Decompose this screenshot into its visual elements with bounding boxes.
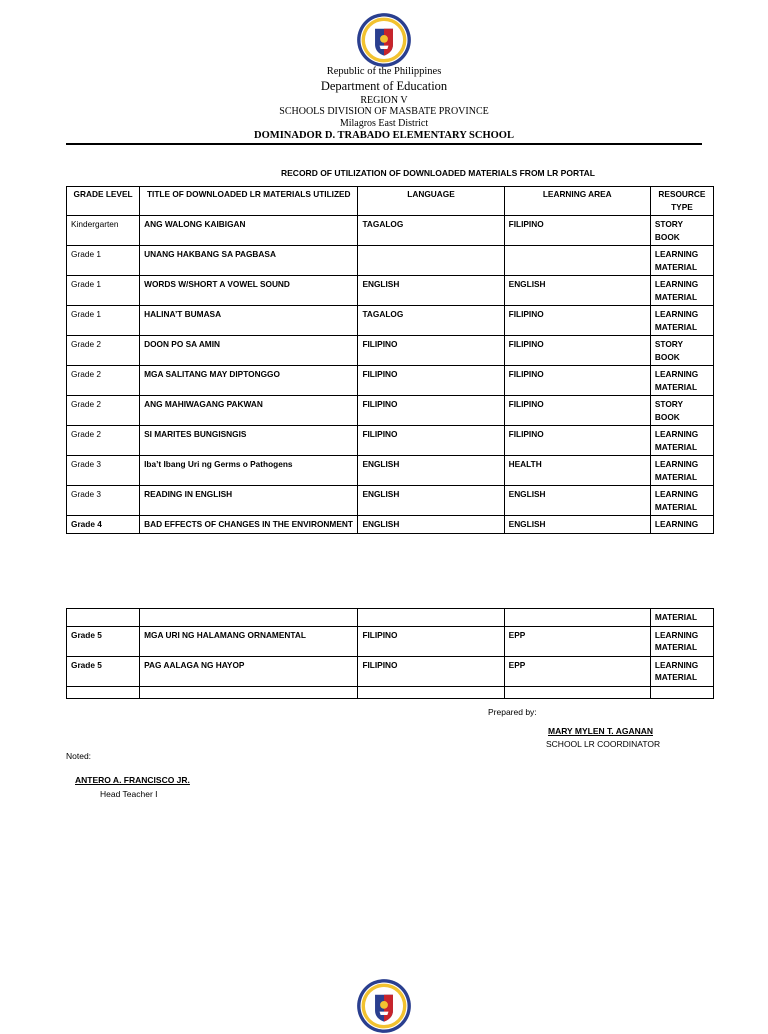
table-row bbox=[67, 516, 714, 534]
cell-language: ENGLISH bbox=[358, 456, 504, 486]
table-row bbox=[67, 216, 714, 246]
cell-language: ENGLISH bbox=[358, 276, 504, 306]
cell-language: FILIPINO bbox=[358, 656, 504, 686]
cell-language bbox=[358, 609, 504, 627]
cell-title: PAG AALAGA NG HAYOP bbox=[140, 656, 358, 686]
table-row bbox=[67, 456, 714, 486]
cell-title: SI MARITES BUNGISNGIS bbox=[140, 426, 358, 456]
cell-title: READING IN ENGLISH bbox=[140, 486, 358, 516]
utilization-table bbox=[66, 186, 714, 534]
cell-learning-area: EPP bbox=[504, 626, 650, 656]
deped-seal-footer-icon bbox=[356, 978, 412, 1034]
table-row bbox=[67, 366, 714, 396]
cell-grade-level: Grade 1 bbox=[67, 246, 140, 276]
table-row bbox=[67, 486, 714, 516]
cell-grade-level: Grade 4 bbox=[67, 516, 140, 534]
prepared-by-label: Prepared by: bbox=[488, 707, 537, 717]
table-row bbox=[67, 336, 714, 366]
header-title: TITLE OF DOWNLOADED LR MATERIALS UTILIZED bbox=[140, 187, 358, 216]
cell-grade-level: Grade 5 bbox=[67, 626, 140, 656]
cell-resource-type: MATERIAL bbox=[650, 609, 713, 627]
table-row bbox=[67, 306, 714, 336]
deped-seal-icon bbox=[356, 12, 412, 68]
cell-learning-area: ENGLISH bbox=[504, 486, 650, 516]
cell-grade-level: Grade 3 bbox=[67, 456, 140, 486]
cell-grade-level: Grade 2 bbox=[67, 396, 140, 426]
cell-resource-type: LEARNING MATERIAL bbox=[650, 656, 713, 686]
cell-learning-area: FILIPINO bbox=[504, 306, 650, 336]
cell-language: FILIPINO bbox=[358, 336, 504, 366]
table-row bbox=[67, 426, 714, 456]
cell-learning-area bbox=[504, 246, 650, 276]
cell-resource-type: LEARNING bbox=[650, 516, 713, 534]
table-row bbox=[67, 609, 714, 627]
cell-learning-area: FILIPINO bbox=[504, 366, 650, 396]
cell-grade-level: Grade 2 bbox=[67, 336, 140, 366]
table-row bbox=[67, 276, 714, 306]
cell-grade-level bbox=[67, 609, 140, 627]
cell-title: BAD EFFECTS OF CHANGES IN THE ENVIRONMENT bbox=[140, 516, 358, 534]
noted-by-name: ANTERO A. FRANCISCO JR. bbox=[75, 775, 190, 785]
cell-language: ENGLISH bbox=[358, 486, 504, 516]
cell-resource-type: STORY BOOK bbox=[650, 336, 713, 366]
header-resource-type: RESOURCE TYPE bbox=[650, 187, 713, 216]
cell-title: MGA SALITANG MAY DIPTONGGO bbox=[140, 366, 358, 396]
header-language: LANGUAGE bbox=[358, 187, 504, 216]
cell-title: Iba’t Ibang Uri ng Germs o Pathogens bbox=[140, 456, 358, 486]
cell-learning-area: FILIPINO bbox=[504, 396, 650, 426]
district-line: Milagros East District bbox=[339, 118, 429, 129]
cell-learning-area: FILIPINO bbox=[504, 216, 650, 246]
record-title: RECORD OF UTILIZATION OF DOWNLOADED MATERIALS FROM LR PORTAL bbox=[281, 168, 595, 178]
noted-by-title: Head Teacher I bbox=[100, 789, 158, 799]
cell-grade-level: Kindergarten bbox=[67, 216, 140, 246]
cell-language: FILIPINO bbox=[358, 626, 504, 656]
cell-language bbox=[358, 246, 504, 276]
region-line: REGION V bbox=[360, 95, 408, 106]
cell-grade-level: Grade 2 bbox=[67, 366, 140, 396]
prepared-by-name: MARY MYLEN T. AGANAN bbox=[548, 726, 653, 736]
cell-language: ENGLISH bbox=[358, 516, 504, 534]
cell-resource-type: LEARNING MATERIAL bbox=[650, 366, 713, 396]
cell-language: TAGALOG bbox=[358, 306, 504, 336]
utilization-table-continued bbox=[66, 608, 714, 699]
school-name: DOMINADOR D. TRABADO ELEMENTARY SCHOOL bbox=[254, 130, 514, 141]
cell-learning-area: FILIPINO bbox=[504, 336, 650, 366]
cell-learning-area: HEALTH bbox=[504, 456, 650, 486]
cell-learning-area: FILIPINO bbox=[504, 426, 650, 456]
country-line: Republic of the Philippines bbox=[326, 66, 442, 77]
cell-resource-type: STORY BOOK bbox=[650, 396, 713, 426]
cell-title bbox=[140, 686, 358, 698]
cell-resource-type: LEARNING MATERIAL bbox=[650, 276, 713, 306]
division-line: SCHOOLS DIVISION OF MASBATE PROVINCE bbox=[279, 106, 489, 117]
cell-resource-type bbox=[650, 686, 713, 698]
cell-title: UNANG HAKBANG SA PAGBASA bbox=[140, 246, 358, 276]
cell-learning-area: EPP bbox=[504, 656, 650, 686]
cell-language: FILIPINO bbox=[358, 396, 504, 426]
cell-language bbox=[358, 686, 504, 698]
noted-label: Noted: bbox=[66, 751, 92, 761]
prepared-by-title: SCHOOL LR COORDINATOR bbox=[546, 739, 661, 749]
cell-learning-area: ENGLISH bbox=[504, 276, 650, 306]
table-row bbox=[67, 246, 714, 276]
cell-title: HALINA’T BUMASA bbox=[140, 306, 358, 336]
cell-learning-area bbox=[504, 609, 650, 627]
table-header-row bbox=[67, 187, 714, 216]
cell-resource-type: LEARNING MATERIAL bbox=[650, 426, 713, 456]
cell-title: DOON PO SA AMIN bbox=[140, 336, 358, 366]
department-line: Department of Education bbox=[320, 79, 448, 93]
cell-language: FILIPINO bbox=[358, 426, 504, 456]
cell-title: WORDS W/SHORT A VOWEL SOUND bbox=[140, 276, 358, 306]
header-divider bbox=[66, 143, 702, 145]
cell-grade-level: Grade 3 bbox=[67, 486, 140, 516]
header-learning-area: LEARNING AREA bbox=[504, 187, 650, 216]
cell-resource-type: LEARNING MATERIAL bbox=[650, 626, 713, 656]
cell-title bbox=[140, 609, 358, 627]
cell-grade-level: Grade 5 bbox=[67, 656, 140, 686]
cell-grade-level bbox=[67, 686, 140, 698]
cell-language: TAGALOG bbox=[358, 216, 504, 246]
cell-title: MGA URI NG HALAMANG ORNAMENTAL bbox=[140, 626, 358, 656]
table-row bbox=[67, 396, 714, 426]
table-row bbox=[67, 656, 714, 686]
table-row bbox=[67, 686, 714, 698]
cell-grade-level: Grade 1 bbox=[67, 276, 140, 306]
cell-title: ANG WALONG KAIBIGAN bbox=[140, 216, 358, 246]
cell-resource-type: STORY BOOK bbox=[650, 216, 713, 246]
cell-grade-level: Grade 1 bbox=[67, 306, 140, 336]
cell-resource-type: LEARNING MATERIAL bbox=[650, 456, 713, 486]
cell-title: ANG MAHIWAGANG PAKWAN bbox=[140, 396, 358, 426]
cell-language: FILIPINO bbox=[358, 366, 504, 396]
cell-resource-type: LEARNING MATERIAL bbox=[650, 486, 713, 516]
table-row bbox=[67, 626, 714, 656]
cell-learning-area: ENGLISH bbox=[504, 516, 650, 534]
cell-learning-area bbox=[504, 686, 650, 698]
cell-resource-type: LEARNING MATERIAL bbox=[650, 246, 713, 276]
cell-grade-level: Grade 2 bbox=[67, 426, 140, 456]
header-grade-level: GRADE LEVEL bbox=[67, 187, 140, 216]
cell-resource-type: LEARNING MATERIAL bbox=[650, 306, 713, 336]
